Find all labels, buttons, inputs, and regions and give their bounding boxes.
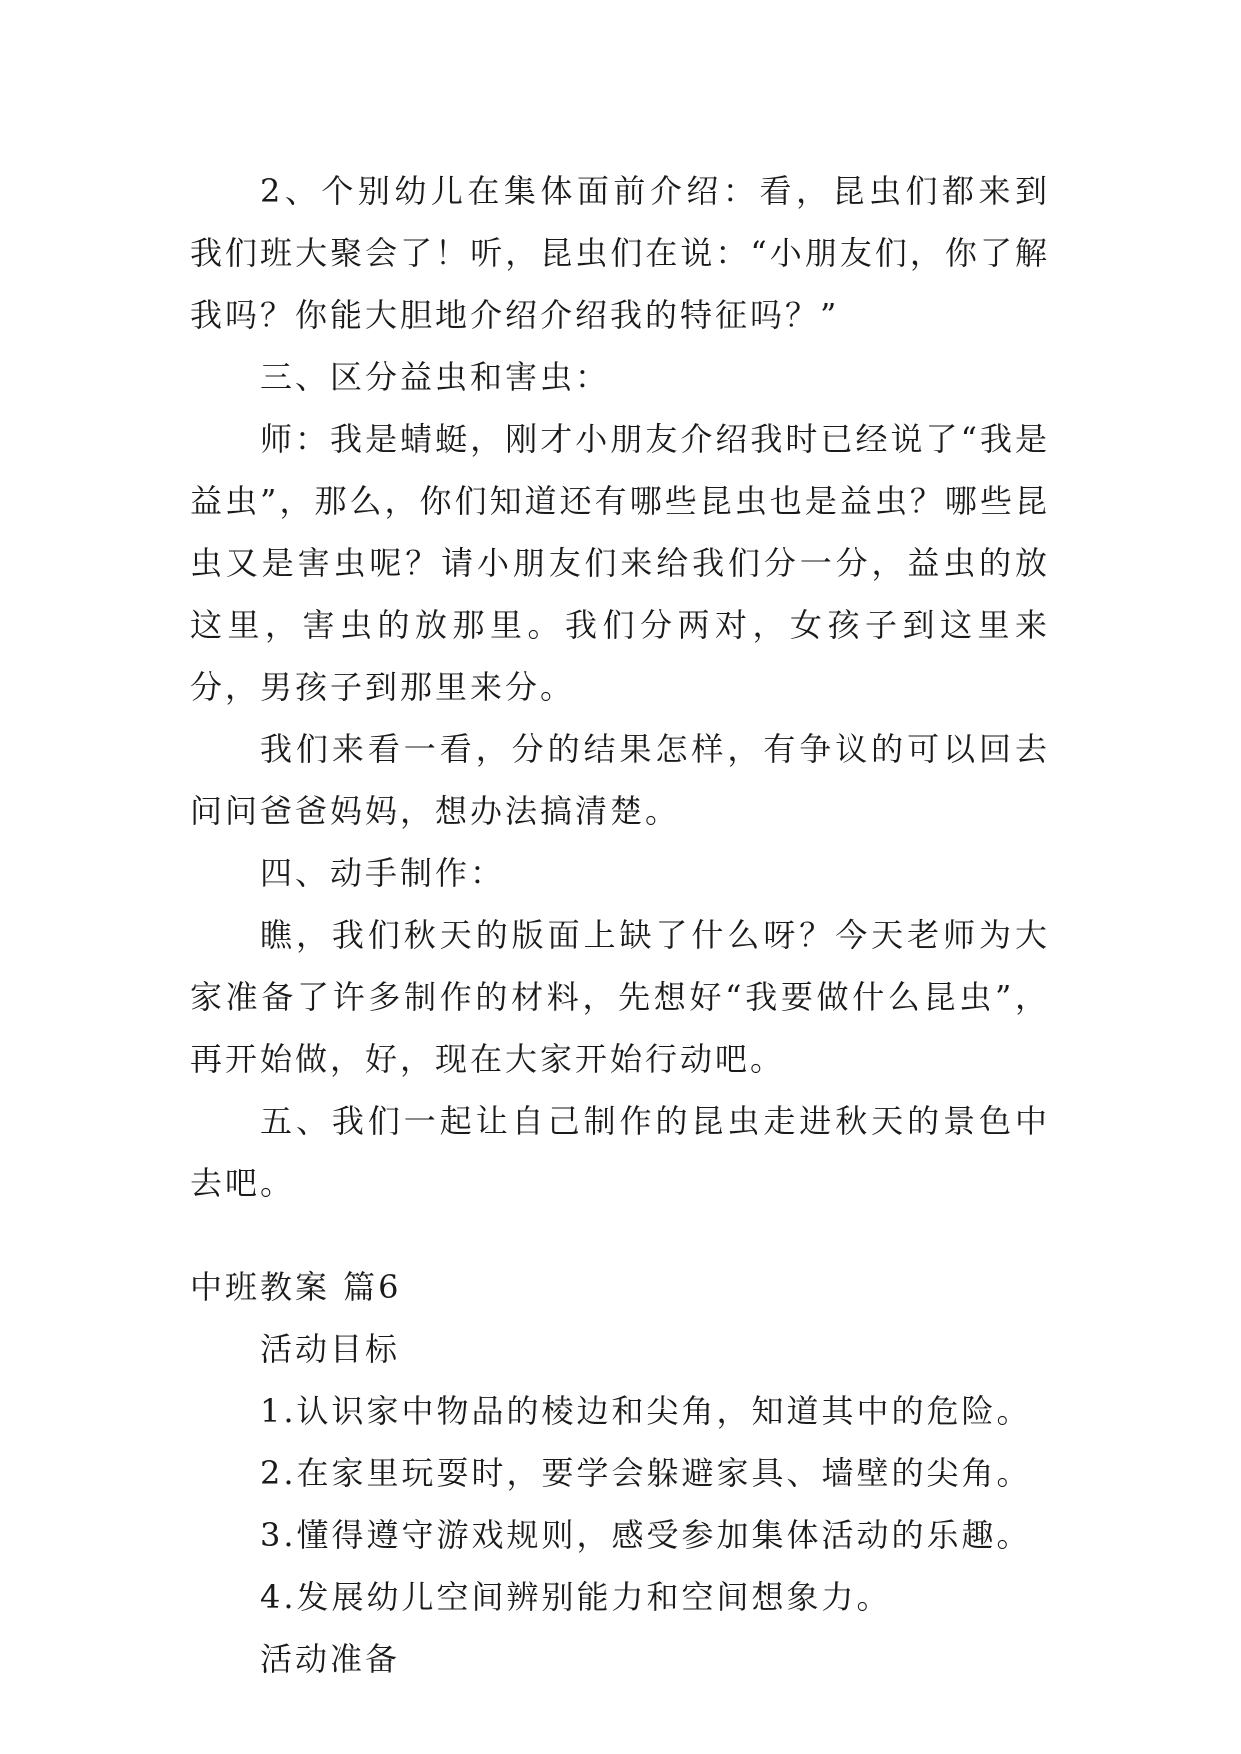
section-heading: 活动准备 xyxy=(260,1640,401,1678)
section-spacer xyxy=(190,1214,1050,1256)
paragraph: 三、区分益虫和害虫： xyxy=(260,358,611,396)
paragraph: 五、我们一起让自己制作的昆虫走进秋天的景色中去吧。 xyxy=(190,1102,1050,1202)
section-heading: 活动目标 xyxy=(260,1330,401,1368)
document-body xyxy=(190,160,1050,1690)
section-title: 中班教案 篇6 xyxy=(190,1268,402,1306)
paragraph: 2、个别幼儿在集体面前介绍：看，昆虫们都来到我们班大聚会了！听，昆虫们在说：“小朋友们，你了解我吗？你能大胆地介绍介绍我的特征吗？” xyxy=(190,172,1050,334)
paragraph: 瞧，我们秋天的版面上缺了什么呀？今天老师为大家准备了许多制作的材料，先想好“我要做什么昆虫”，再开始做，好，现在大家开始行动吧。 xyxy=(190,916,1050,1078)
list-item: 3.懂得遵守游戏规则，感受参加集体活动的乐趣。 xyxy=(260,1516,1032,1554)
paragraph: 师：我是蜻蜓，刚才小朋友介绍我时已经说了“我是益虫”，那么，你们知道还有哪些昆虫也是益虫？哪些昆虫又是害虫呢？请小朋友们来给我们分一分，益虫的放这里，害虫的放那里。我们分两对，女孩子到这里来分，男孩子到那里来分。 xyxy=(190,420,1050,706)
list-item: 4.发展幼儿空间辨别能力和空间想象力。 xyxy=(260,1578,892,1616)
paragraph: 我们来看一看，分的结果怎样，有争议的可以回去问问爸爸妈妈，想办法搞清楚。 xyxy=(190,730,1050,830)
paragraph: 四、动手制作： xyxy=(260,854,506,892)
list-item: 1.认识家中物品的棱边和尖角，知道其中的危险。 xyxy=(260,1392,1032,1430)
list-item: 2.在家里玩耍时，要学会躲避家具、墙壁的尖角。 xyxy=(260,1454,1032,1492)
